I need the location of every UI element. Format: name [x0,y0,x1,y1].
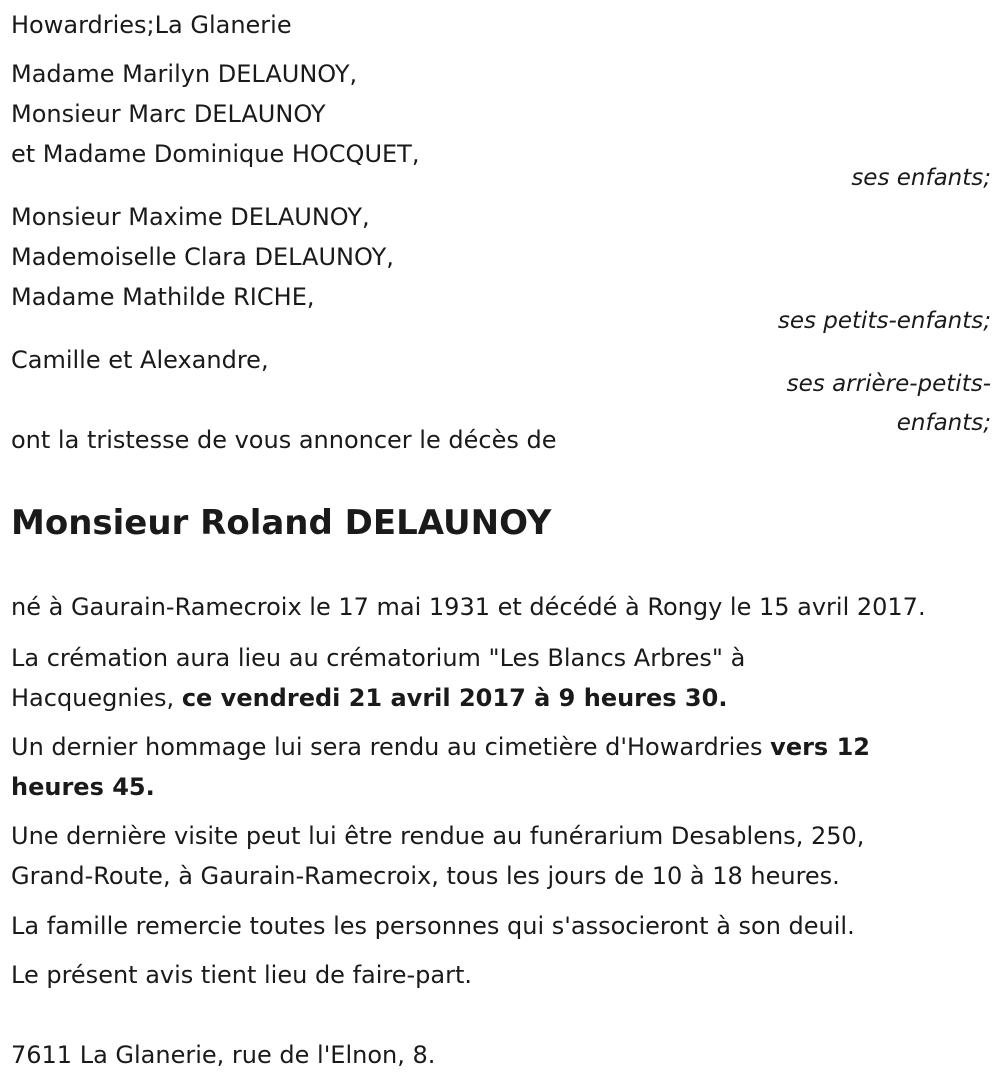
cremation-place: Hacquegnies, [11,684,182,712]
homage-time-part1: vers 12 [770,733,870,761]
homage-text: Un dernier hommage lui sera rendu au cimetière d'Howardries [11,733,771,761]
birth-death-text: né à Gaurain-Ramecroix le 17 mai 1931 et décédé à Rongy le 15 avril 2017. [11,593,926,621]
cremation-line-2 [11,683,727,713]
grandchild-name-2: Mademoiselle Clara DELAUNOY, [11,243,394,271]
children-relation: ses enfants; [851,165,991,191]
announcement-text: ont la tristesse de vous annoncer le décès de [11,426,557,454]
thanks-text: La famille remercie toutes les personnes qui s'associeront à son deuil. [11,912,855,940]
visit-line-2: Grand-Route, à Gaurain-Ramecroix, tous les jours de 10 à 18 heures. [11,862,840,890]
grandchild-name-1: Monsieur Maxime DELAUNOY, [11,203,370,231]
homage-time-part2: heures 45. [11,773,155,801]
grandchildren-relation: ses petits-enfants; [777,308,991,334]
great-grandchild-names: Camille et Alexandre, [11,346,269,374]
location-header: Howardries;La Glanerie [11,11,292,39]
address-text: 7611 La Glanerie, rue de l'Elnon, 8. [11,1041,436,1069]
deceased-name: Monsieur Roland DELAUNOY [11,503,552,543]
grandchild-name-3: Madame Mathilde RICHE, [11,283,315,311]
great-grandchildren-relation-line2: enfants; [896,410,991,436]
notice-text: Le présent avis tient lieu de faire-part. [11,961,473,989]
cremation-datetime: ce vendredi 21 avril 2017 à 9 heures 30. [181,684,728,712]
homage-line-2 [11,772,155,802]
great-grandchildren-relation-line1: ses arrière-petits- [786,371,991,397]
child-name-2: Monsieur Marc DELAUNOY [11,100,326,128]
visit-line-1: Une dernière visite peut lui être rendue au funérarium Desablens, 250, [11,822,865,850]
homage-line-1 [11,732,870,762]
cremation-line-1: La crémation aura lieu au crématorium "Les Blancs Arbres" à [11,644,746,672]
child-name-3: et Madame Dominique HOCQUET, [11,140,420,168]
child-name-1: Madame Marilyn DELAUNOY, [11,60,358,88]
